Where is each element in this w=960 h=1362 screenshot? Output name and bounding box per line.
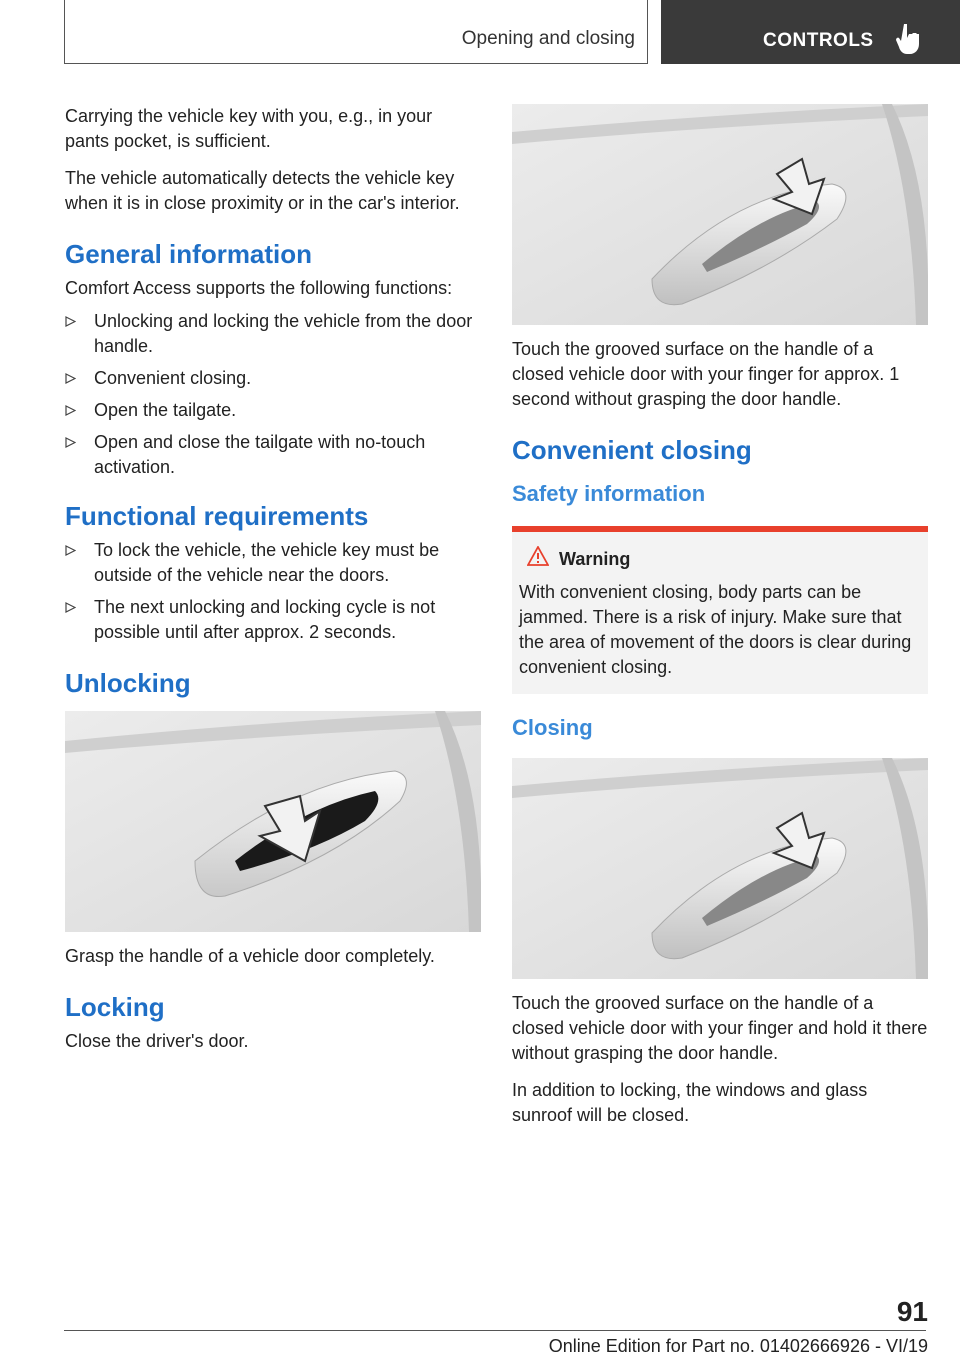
general-text: Comfort Access supports the following functions: (65, 278, 453, 298)
list-item: The next unlocking and locking cycle is not possible until after approx. 2 seconds. (65, 595, 481, 645)
triangle-bullet-icon (65, 437, 76, 448)
section-title: Opening and closing (461, 28, 635, 49)
left-column (65, 104, 481, 1066)
footer-divider (64, 1330, 926, 1331)
heading-unlocking: Unlocking (65, 668, 191, 698)
list-item: To lock the vehicle, the vehicle key must be outside of the vehicle near the doors. (65, 538, 481, 588)
pointing-hand-icon (895, 22, 923, 56)
heading-locking: Locking (65, 992, 165, 1022)
heading-convenient-closing: Convenient closing (512, 435, 752, 465)
intro-paragraph-2: The vehicle automatically detects the vehicle key when it is in close proximity or in the car's interior. (65, 168, 460, 213)
closing-caption: Touch the grooved surface on the handle of a closed vehicle door with your finger and hold it there without grasping the door handle. (512, 993, 928, 1063)
unlock-caption: Grasp the handle of a vehicle door completely. (65, 946, 435, 966)
intro-paragraph-1: Carrying the vehicle key with you, e.g., in your pants pocket, is sufficient. (65, 106, 433, 151)
triangle-bullet-icon (65, 405, 76, 416)
lock-text: Close the driver's door. (65, 1031, 249, 1051)
heading-safety-information: Safety information (512, 481, 706, 506)
heading-general-information: General information (65, 239, 313, 269)
touch-caption: Touch the grooved surface on the handle of a closed vehicle door with your finger for approx. 1 second without grasping the door handle. (512, 339, 900, 409)
list-item: Open the tailgate. (65, 398, 481, 423)
chapter-title: CONTROLS (763, 30, 874, 51)
requirements-list (65, 538, 481, 645)
list-item: Open and close the tailgate with no-touch activation. (65, 430, 481, 480)
list-item: Convenient closing. (65, 366, 481, 391)
closing-text: In addition to locking, the windows and glass sunroof will be closed. (512, 1080, 868, 1125)
triangle-bullet-icon (65, 602, 76, 613)
page-number: 91 (896, 1296, 928, 1327)
heading-functional-requirements: Functional requirements (65, 501, 369, 531)
triangle-bullet-icon (65, 545, 76, 556)
door-handle-touch-illustration (512, 104, 928, 325)
warning-title: Warning (519, 548, 920, 570)
door-handle-hold-illustration (512, 758, 928, 979)
warning-triangle-icon (527, 546, 549, 566)
header-section-box (64, 0, 648, 64)
list-item: Unlocking and locking the vehicle from the door handle. (65, 309, 481, 359)
general-list (65, 309, 481, 480)
triangle-bullet-icon (65, 373, 76, 384)
footer-edition: Online Edition for Part no. 01402666926 - VI/19 (548, 1336, 928, 1356)
warning-box (512, 526, 928, 694)
right-column (512, 104, 928, 1140)
triangle-bullet-icon (65, 316, 76, 327)
heading-closing: Closing (512, 715, 593, 740)
warning-text: With convenient closing, body parts can be jammed. There is a risk of injury. Make sure that the area of movement of the doors is clear during convenient closing. (519, 582, 912, 677)
door-handle-grasp-illustration (65, 711, 481, 932)
header-chapter-tab (661, 0, 960, 64)
